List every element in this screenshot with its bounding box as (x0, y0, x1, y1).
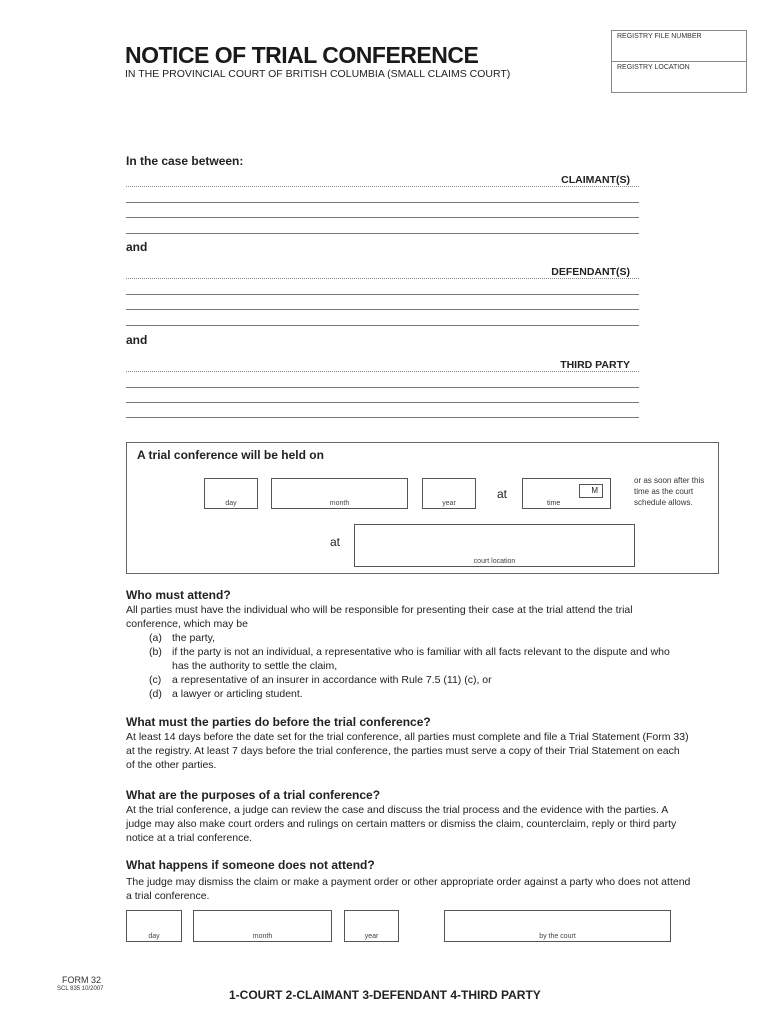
signature-month-label: month (252, 933, 273, 940)
claimant-line-4[interactable] (126, 233, 639, 234)
absent-body: The judge may dismiss the claim or make a payment order or other appropriate order against a party who does not attend a trial conference. (126, 876, 691, 902)
signature-year-field[interactable] (344, 910, 399, 942)
conference-at-label-2: at (330, 535, 341, 549)
registry-location-field[interactable] (611, 61, 747, 93)
defendant-line-1[interactable] (126, 278, 639, 279)
and-label-2: and (126, 333, 148, 347)
case-intro: In the case between: (126, 154, 244, 168)
conference-year-field[interactable] (422, 478, 476, 509)
signature-day-label: day (148, 933, 160, 940)
defendant-line-2[interactable] (126, 294, 639, 295)
defendant-line-3[interactable] (126, 309, 639, 310)
signature-day-field[interactable] (126, 910, 182, 942)
before-heading: What must the parties do before the trial conference? (126, 715, 431, 729)
conference-at-label-1: at (497, 487, 508, 501)
conference-month-field[interactable] (271, 478, 408, 509)
form-number: FORM 32 (62, 975, 102, 985)
conference-time-note: or as soon after this time as the court schedule allows. (634, 476, 705, 507)
trial-conference-panel (126, 442, 719, 574)
court-signature-label: by the court (539, 933, 576, 940)
claimant-line-1[interactable] (126, 186, 639, 187)
claimant-line-3[interactable] (126, 217, 639, 218)
conference-meridiem-text: M (591, 486, 598, 495)
registry-file-number-label: REGISTRY FILE NUMBER (617, 33, 702, 40)
who-attend-item-c: a representative of an insurer in accordance with Rule 7.5 (11) (c), or (172, 674, 492, 686)
purposes-body: At the trial conference, a judge can review the case and discuss the trial process and the evidence with the parties. A judge may also make court orders and rulings on certain matters or dismiss the claim, counterclaim, reply or third party notice at a trial conference. (126, 804, 677, 844)
who-attend-item-b-marker: (b) (149, 646, 162, 658)
claimants-label: CLAIMANT(S) (561, 174, 630, 186)
conference-meridiem-field[interactable] (579, 484, 603, 498)
purposes-heading: What are the purposes of a trial conference? (126, 788, 381, 802)
page-title: NOTICE OF TRIAL CONFERENCE (125, 42, 479, 68)
page-subtitle: IN THE PROVINCIAL COURT OF BRITISH COLUMBIA (SMALL CLAIMS COURT) (125, 68, 511, 80)
who-attend-body: All parties must have the individual who will be responsible for presenting their case at the trial attend the trial conference, which may be (126, 604, 633, 630)
who-attend-item-a-marker: (a) (149, 632, 162, 644)
defendant-line-4[interactable] (126, 325, 639, 326)
third-party-line-2[interactable] (126, 387, 639, 388)
form-code: SCL 835 10/2007 (57, 986, 104, 992)
and-label-1: and (126, 240, 148, 254)
who-attend-item-c-marker: (c) (149, 674, 162, 686)
who-attend-heading: Who must attend? (126, 588, 231, 602)
conference-day-label: day (225, 500, 237, 507)
third-party-line-1[interactable] (126, 371, 639, 372)
conference-day-field[interactable] (204, 478, 258, 509)
conference-location-label: court location (473, 558, 516, 565)
who-attend-item-d: a lawyer or articling student. (172, 688, 303, 700)
who-attend-item-d-marker: (d) (149, 688, 162, 700)
registry-location-label: REGISTRY LOCATION (617, 64, 690, 71)
claimant-line-2[interactable] (126, 202, 639, 203)
before-body: At least 14 days before the date set for the trial conference, all parties must complete and file a Trial Statement (Form 33) at the registry. At least 7 days before the trial conference, the parties must serve a copy of their Trial Statement on each of the other parties. (126, 731, 689, 771)
conference-time-field[interactable] (522, 478, 611, 509)
trial-conference-heading: A trial conference will be held on (137, 448, 324, 462)
third-party-label: THIRD PARTY (560, 359, 630, 371)
signature-year-label: year (364, 933, 379, 940)
signature-month-field[interactable] (193, 910, 332, 942)
registry-file-number-field[interactable] (611, 30, 747, 62)
conference-time-label: time (547, 500, 561, 507)
third-party-line-3[interactable] (126, 402, 639, 403)
who-attend-item-a: the party, (172, 632, 215, 644)
defendants-label: DEFENDANT(S) (551, 266, 630, 278)
absent-heading: What happens if someone does not attend? (126, 858, 375, 872)
conference-year-label: year (442, 500, 456, 507)
distribution-list: 1-COURT 2-CLAIMANT 3-DEFENDANT 4-THIRD PARTY (229, 988, 541, 1002)
conference-location-field[interactable] (354, 524, 635, 567)
third-party-line-4[interactable] (126, 417, 639, 418)
who-attend-item-b: if the party is not an individual, a representative who is familiar with all facts relevant to the dispute and who has the authority to settle the claim, (172, 646, 670, 672)
court-signature-field[interactable] (444, 910, 671, 942)
conference-month-label: month (329, 500, 350, 507)
